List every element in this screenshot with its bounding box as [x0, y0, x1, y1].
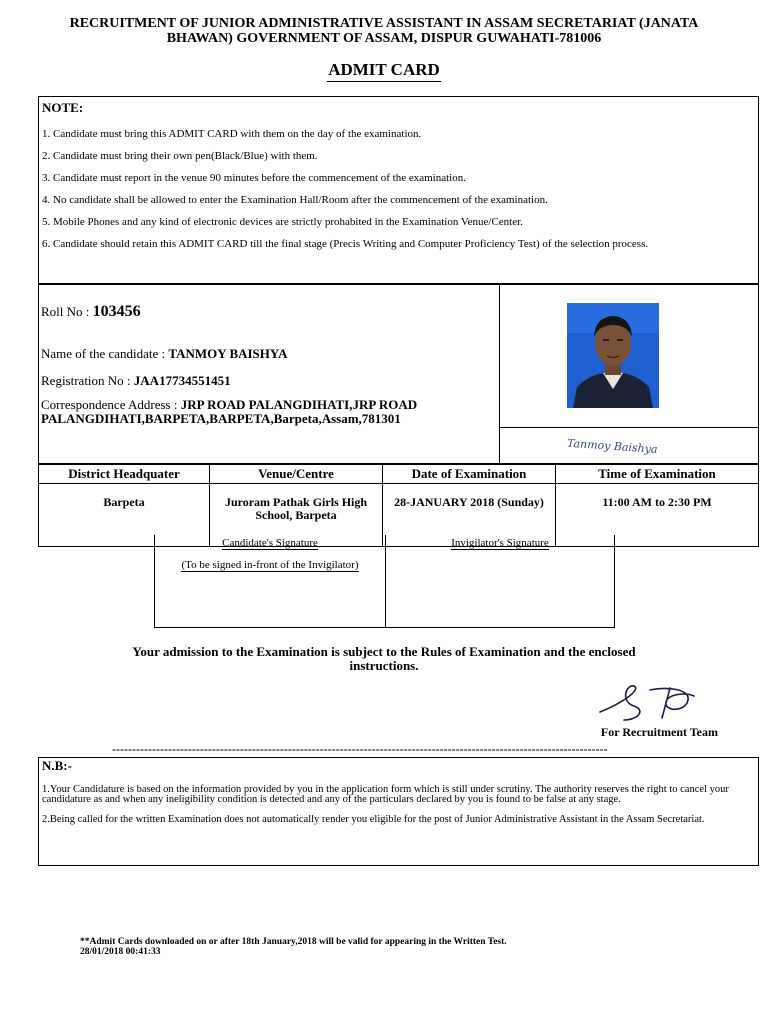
venue-header: Venue/Centre	[210, 465, 383, 484]
time-value: 11:00 AM to 2:30 PM	[556, 484, 759, 547]
admit-card-title-text: ADMIT CARD	[327, 60, 441, 82]
candidate-name-row	[41, 345, 288, 363]
note-item: 1. Candidate must bring this ADMIT CARD with them on the day of the examination.	[42, 128, 422, 140]
validity-note: **Admit Cards downloaded on or after 18th January,2018 will be valid for appearing in the Written Test.	[80, 937, 507, 947]
district-header: District Headquater	[39, 465, 210, 484]
note-section	[38, 96, 759, 284]
download-timestamp: 28/01/2018 00:41:33	[80, 947, 161, 957]
note-heading: NOTE:	[42, 100, 84, 115]
candidate-name-value: TANMOY BAISHYA	[168, 346, 288, 361]
nb-item: 1.Your Candidature is based on the information provided by you in the application form which is still under scrutiny. The authority reserves the right to cancel your candidature as and when any ineligibility condition is detected and any of the particulars declared by you is found to be false at any stage.	[42, 784, 729, 805]
registration-label: Registration No :	[41, 373, 134, 388]
date-value: 28-JANUARY 2018 (Sunday)	[383, 484, 556, 547]
invigilator-signature-box	[385, 535, 615, 627]
note-item: 6. Candidate should retain this ADMIT CARD till the final stage (Precis Writing and Computer Proficiency Test) of the selection process.	[42, 238, 649, 250]
candidate-signature-image	[565, 433, 675, 459]
district-value: Barpeta	[39, 484, 210, 547]
note-item: 5. Mobile Phones and any kind of electronic devices are strictly prohabited in the Examination Venue/Center.	[42, 216, 523, 228]
candidate-details	[39, 285, 500, 463]
candidate-signature-note-row	[155, 559, 385, 571]
candidate-signature-label-row	[155, 537, 385, 549]
registration-row	[41, 372, 231, 390]
note-item: 4. No candidate shall be allowed to enter the Examination Hall/Room after the commencement of the examination.	[42, 194, 548, 206]
admit-card-title	[0, 60, 768, 80]
photo-cell	[499, 285, 758, 428]
candidate-signature-cell	[499, 427, 758, 463]
table-header-row	[39, 465, 759, 484]
candidate-name-label: Name of the candidate :	[41, 346, 169, 361]
candidate-signature-note: (To be signed in-front of the Invigilator)	[181, 559, 359, 571]
candidate-signature-label: Candidate's Signature	[222, 537, 318, 549]
date-header: Date of Examination	[383, 465, 556, 484]
candidate-photo	[567, 303, 659, 408]
authority-signature-image	[590, 682, 715, 724]
note-item: 3. Candidate must report in the venue 90 minutes before the commencement of the examination.	[42, 172, 466, 184]
separator-line: ----------------------------------------------------------------------------------------------------------------------------	[112, 742, 608, 756]
recruitment-header: RECRUITMENT OF JUNIOR ADMINISTRATIVE ASSISTANT IN ASSAM SECRETARIAT (JANATA BHAWAN) GOVERNMENT OF ASSAM, DISPUR GUWAHATI-781006	[69, 16, 699, 46]
roll-number-label: Roll No :	[41, 304, 93, 319]
address-value: JRP ROAD PALANGDIHATI,JRP ROAD PALANGDIHATI,BARPETA,BARPETA,Barpeta,Assam,781301	[41, 397, 418, 426]
for-recruitment-team: For Recruitment Team	[600, 725, 718, 739]
nb-heading: N.B:-	[42, 758, 72, 773]
signature-section	[154, 535, 615, 628]
footer	[80, 937, 507, 957]
nb-item: 2.Being called for the written Examination does not automatically render you eligible for the post of Junior Administrative Assistant in the Assam Secretariat.	[42, 814, 705, 825]
roll-number-row	[41, 303, 141, 321]
nb-section	[38, 757, 759, 866]
candidate-signature-box	[155, 535, 386, 627]
address-row	[41, 398, 491, 426]
time-header: Time of Examination	[556, 465, 759, 484]
invigilator-signature-label: Invigilator's Signature	[451, 537, 549, 549]
registration-value: JAA17734551451	[133, 373, 231, 388]
candidate-info-section	[38, 284, 759, 464]
candidate-signature-text: Tanmoy Baishya	[566, 436, 658, 456]
venue-value: Juroram Pathak Girls High School, Barpeta	[210, 484, 383, 547]
note-item: 2. Candidate must bring their own pen(Black/Blue) with them.	[42, 150, 318, 162]
address-label: Correspondence Address :	[41, 397, 181, 412]
roll-number-value: 103456	[92, 303, 141, 320]
admission-notice: Your admission to the Examination is subject to the Rules of Examination and the enclosed instructions.	[132, 644, 636, 673]
invigilator-signature-label-row	[385, 537, 615, 549]
